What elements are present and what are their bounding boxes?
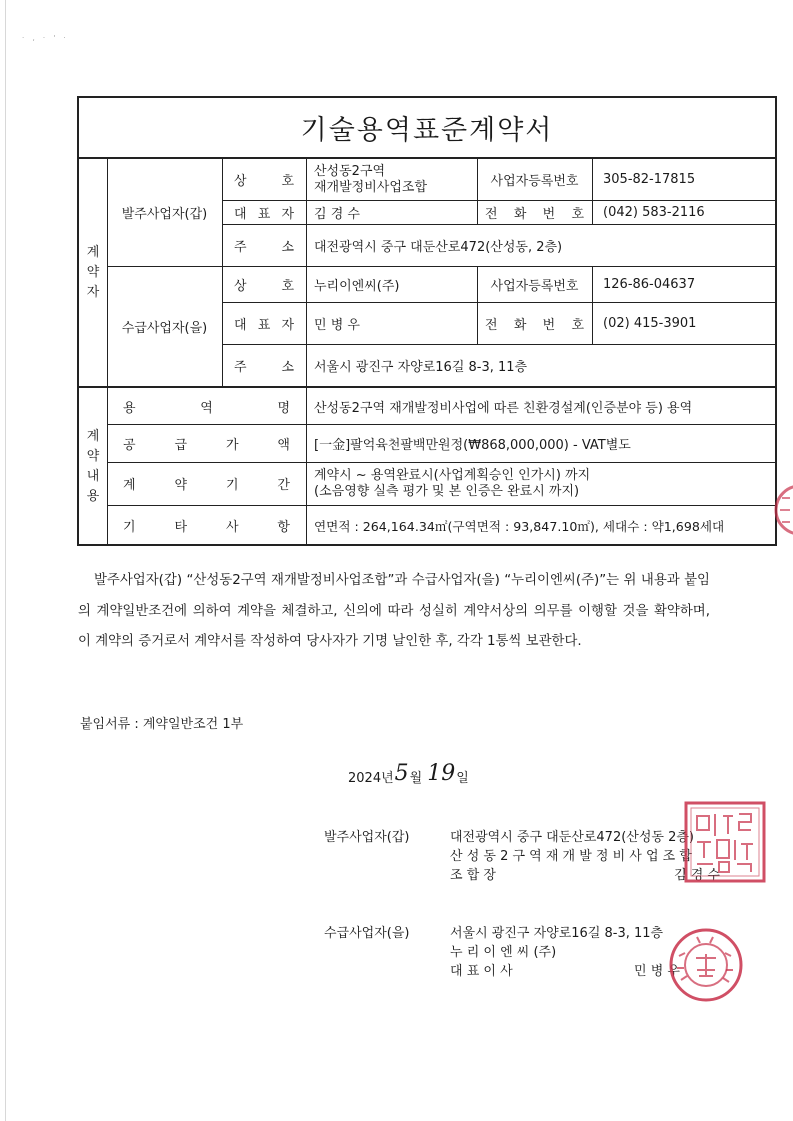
sign-contractor-role: 수급사업자(을)	[324, 926, 410, 941]
page-edge	[5, 0, 6, 1121]
contractor-rep: 민 병 우	[314, 317, 360, 333]
sign-client-org: 산 성 동 2 구 역 재 개 발 정 비 사 업 조 합	[450, 849, 692, 864]
label-other: 기 타 사 항	[123, 520, 290, 535]
client-name: 산성동2구역 재개발정비사업조합	[314, 163, 428, 195]
client-label-addr: 주 소	[234, 239, 294, 255]
contractor-addr: 서울시 광진구 자양로16길 8-3, 11층	[314, 359, 528, 375]
supply-amount: [一金]팔억육천팔백만원정(₩868,000,000) - VAT별도	[314, 437, 631, 453]
client-phone: (042) 583-2116	[603, 204, 705, 220]
contractor-label-addr: 주 소	[234, 359, 294, 375]
client-reg-no: 305-82-17815	[603, 172, 696, 187]
contract-date: 2024년 5 월 19 일	[348, 761, 469, 786]
client-label-name: 상 호	[234, 174, 294, 189]
contract-table	[77, 96, 777, 546]
sign-client-rep: 조 합 장 김 경 수	[450, 868, 720, 883]
contractor-label-reg: 사업자등록번호	[490, 278, 579, 294]
company-seal-icon	[667, 926, 745, 1004]
contractor-name: 누리이엔씨(주)	[314, 278, 400, 294]
label-amount: 공 급 가 액	[123, 437, 290, 453]
contractor-role: 수급사업자(을)	[121, 320, 208, 336]
contract-period: 계약시 ~ 용역완료시(사업계획승인 인가시) 까지 (소음영향 실측 평가 및 본 인증은 완료시 까지)	[314, 467, 591, 499]
document-title: 기술용역표준계약서	[79, 98, 775, 159]
contractor-reg-no: 126-86-04637	[603, 276, 696, 292]
sign-contractor-rep: 대 표 이 사 민 병 우	[450, 964, 680, 979]
group-label-contract-content: 계 약 내 용	[86, 429, 100, 504]
contractor-label-rep: 대 표 자	[234, 317, 294, 333]
client-addr: 대전광역시 중구 대둔산로472(산성동, 2층)	[314, 239, 563, 255]
label-service: 용 역 명	[123, 400, 290, 416]
sign-contractor-org: 누 리 이 엔 씨 (주)	[450, 945, 557, 960]
attachment-note: 붙임서류 : 계약일반조건 1부	[80, 717, 244, 732]
label-period: 계 약 기 간	[123, 478, 290, 493]
contractor-label-name: 상 호	[234, 278, 294, 294]
client-label-phone: 전 화 번 호	[485, 206, 584, 222]
sign-contractor-addr: 서울시 광진구 자양로16길 8-3, 11층	[450, 926, 664, 941]
union-seal-icon	[683, 800, 767, 884]
service-name: 산성동2구역 재개발정비사업에 따른 친환경설계(인증분야 등) 용역	[314, 400, 693, 416]
agreement-text: 발주사업자(갑) “산성동2구역 재개발정비사업조합”과 수급사업자(을) “누리이엔씨(주)”는 위 내용과 붙임의 계약일반조건에 의하여 계약을 체결하고, 신의에 따라 성실히 계약서상의 의무를 이행할 것을 확약하며, 이 계약의 증거로서 계약서를 작성하여 당사자가 기명 날인한 후, 각각 1통씩 보관한다.	[78, 573, 710, 649]
contractor-phone: (02) 415-3901	[603, 315, 697, 331]
sign-client-addr: 대전광역시 중구 대둔산로472(산성동 2층)	[450, 830, 694, 845]
edge-seal-icon	[770, 482, 793, 538]
client-label-rep: 대 표 자	[234, 206, 294, 222]
sign-client-role: 발주사업자(갑)	[324, 830, 410, 845]
client-label-reg: 사업자등록번호	[490, 174, 579, 189]
client-rep: 김 경 수	[314, 206, 360, 222]
other-details: 연면적 : 264,164.34㎡(구역면적 : 93,847.10㎡), 세대수 : 약1,698세대	[314, 519, 725, 534]
contractor-label-phone: 전 화 번 호	[485, 317, 584, 333]
scan-specks: · ‚ · ' ·	[22, 34, 69, 42]
group-label-contract-party: 계 약 자	[86, 244, 100, 300]
client-role: 발주사업자(갑)	[121, 207, 208, 222]
